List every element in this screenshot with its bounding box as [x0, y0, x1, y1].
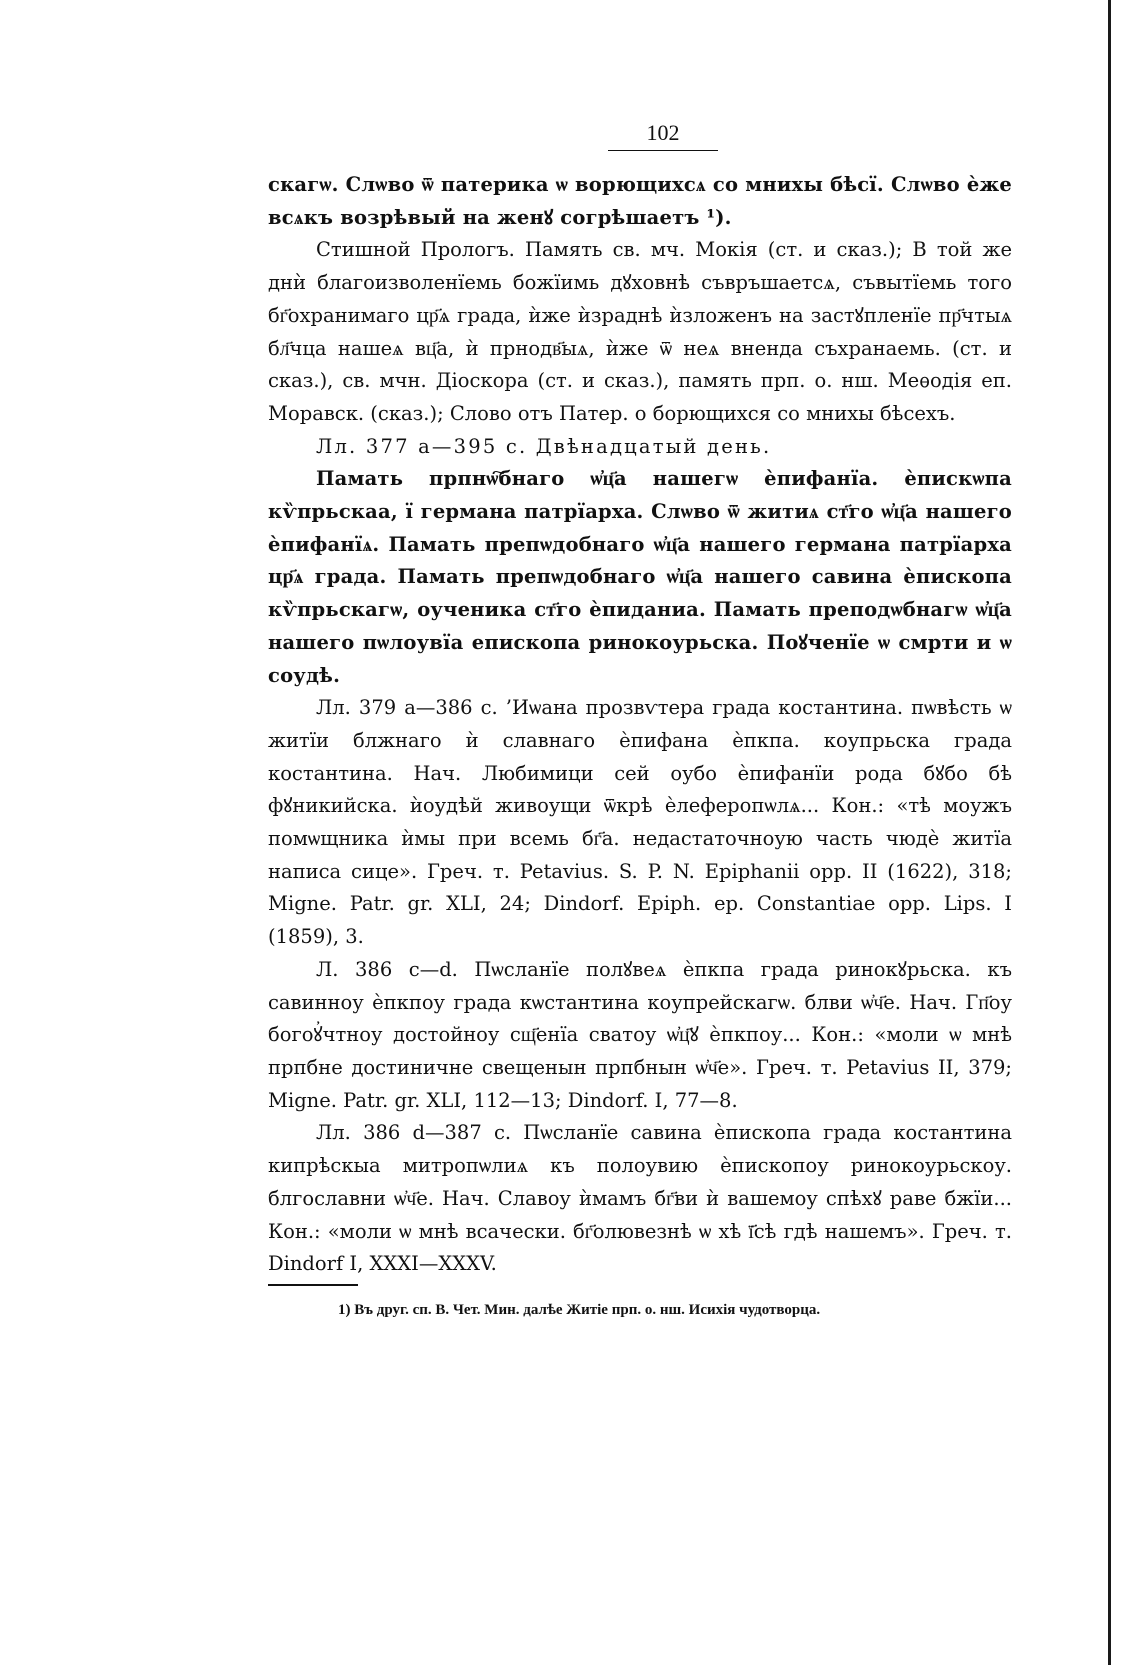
paragraph-2: Стишной Прологъ. Память св. мч. Мокія (ст. и сказ.); В той же днѝ благоизволенїемь божїимь дꙋховнѣ съвръшаетсѧ, съвытїемь того бг҃охранимаго цр҃ѧ града, ѝже ѝзраднѣ ѝзложенъ на застꙋпленїе пр҃чтыѧ бл҃чца нашеѧ вц҃а, ѝ прнодв҃ыѧ, ѝже ѿ неѧ вненда съхранаемь. (ст. и сказ.), св. мчн. Діоскора (ст. и сказ.), память прп. о. нш. Меѳодія еп. Моравск. (сказ.); Слово отъ Патер. о борющихся со мнихы бѣсехъ.	[268, 238, 1012, 425]
paragraph-7: Лл. 386 d—387 c. Пѡсланїе савина ѐпископа града костантина кипрѣскыа митропѡлиѧ къ полоувию ѐпископоу ринокоурьскоу. блгославни ѡ҆ч҃е. Нач. Славоу ѝмамъ бг҃ви ѝ вашемоу спѣхꙋ раве бжїи... Кон.: «моли ѡ мнѣ всачески. бг҃олювезнѣ ѡ хѣ ї҃сѣ гдѣ нашемъ». Греч. т. Dindorf I, XXXI—XXXV.	[268, 1121, 1012, 1276]
paragraph-5: Лл. 379 a—386 c. ’Иѡана прозвѵтера града костантина. пѡвѣсть ѡ житїи блжнаго ѝ славнаго ѐпифана ѐпкпа. коупрьска града костантина. Нач. Любимици сей оубо ѐпифанїи рода бꙋбо бѣ фꙋникийска. ѝоудѣй живоущи ѿкрѣ ѐлеферопѡлѧ... Кон.: «тѣ моужъ помѡщника ѝмы при всемь бг҃а. недастаточноую часть чюдѐ житїа написа сице». Греч. т. Petavius. S. P. N. Epiphanii opp. II (1622), 318; Migne. Patr. gr. XLI, 24; Dindorf. Epiph. ep. Constantiae opp. Lips. I (1859), 3.	[268, 696, 1012, 949]
page-edge-line	[1108, 0, 1111, 1665]
paragraph-4: Памать прпнѡ҇бнаго ѡ҆ц҃а нашегѡ ѐпифанїа. ѐпискѡпа кѷпрьскаа, ї германа патрїарха. Слѡво ѿ житиѧ ст҃го ѡ҆ц҃а нашего ѐпифанїѧ. Памать препѡдобнаго ѡ҆ц҃а нашего германа патрїарха цр҃ѧ града. Памать препѡдобнаго ѡ҆ц҃а нашего савина ѐпископа кѷпрьскагѡ, оученика ст҃го ѐпиданиа. Памать преподѡбнагѡ ѡ҆ц҃а нашего пѡлоувїа епископа ринокоурьска. Поꙋченїе ѡ смрти и ѡ соудѣ.	[268, 467, 1012, 687]
paragraph-3: Лл. 377 a—395 c. Двѣнадцатый день.	[316, 434, 772, 458]
page-number: 102	[608, 120, 718, 151]
paragraph-1: скагѡ. Слѡво ѿ патерика ѡ ворющихсѧ со мнихы бѣсї. Слѡво ѐже всѧкъ возрѣвый на женꙋ согрѣшаетъ ¹).	[268, 173, 1012, 229]
footnote: 1) Въ друг. сп. В. Чет. Мин. далѣе Житіе прп. о. нш. Исихія чудотворца.	[338, 1302, 821, 1318]
document-page	[268, 120, 1012, 1318]
paragraph-6: Л. 386 c—d. Пѡсланїе полꙋвеѧ ѐпкпа града ринокꙋрьска. къ савинноу ѐпкпоу града кѡстантина коупрейскагѡ. блви ѡ҆ч҃е. Нач. Гп҃оу богоꙋ҆чтноу достойноу сщ҃енїа сватоу ѡ҆ц҃ꙋ ѐпкпоу... Кон.: «моли ѡ мнѣ прпбне достиничне свещенын прпбнын ѡ҆ч҃е». Греч. т. Petavius II, 379; Migne. Patr. gr. XLI, 112—13; Dindorf. I, 77—8.	[268, 957, 1012, 1112]
footnote-rule	[268, 1284, 358, 1286]
